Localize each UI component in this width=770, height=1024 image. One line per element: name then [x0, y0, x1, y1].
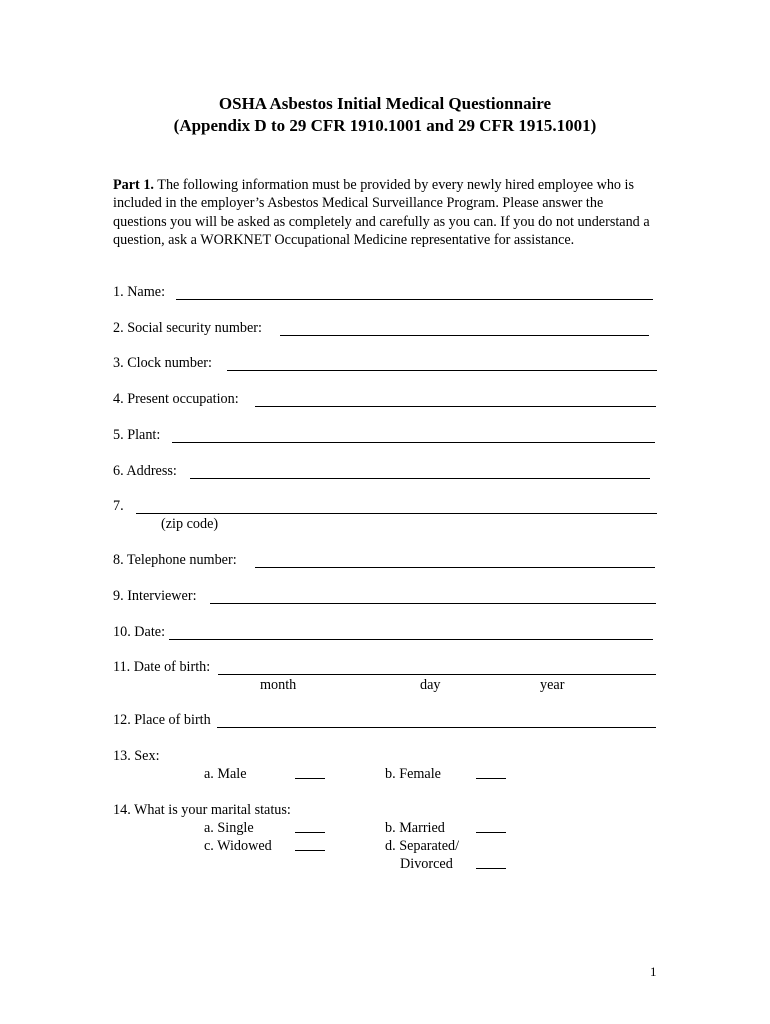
ssn-field[interactable]: [280, 335, 649, 336]
birthplace-field[interactable]: [217, 727, 656, 728]
address-line2-field[interactable]: [136, 513, 657, 514]
marital-single-blank[interactable]: [295, 820, 325, 838]
question-marital-status-label: 14. What is your marital status:: [113, 802, 291, 818]
zip-code-caption: (zip code): [161, 516, 219, 532]
question-occupation-label: 4. Present occupation:: [113, 391, 239, 407]
plant-field[interactable]: [172, 442, 655, 443]
question-name-label: 1. Name:: [113, 284, 166, 300]
question-birthplace-label: 12. Place of birth: [113, 712, 211, 728]
marital-married-blank[interactable]: [476, 820, 506, 838]
marital-single-option: a. Single: [204, 820, 254, 836]
address-field[interactable]: [190, 478, 650, 479]
sex-female-blank[interactable]: [476, 766, 506, 784]
question-date-label: 10. Date:: [113, 624, 166, 640]
intro-paragraph: [113, 176, 658, 249]
part-label: Part 1.: [113, 177, 154, 193]
question-interviewer-label: 9. Interviewer:: [113, 588, 197, 604]
sex-female-option: b. Female: [385, 766, 441, 782]
interviewer-field[interactable]: [210, 603, 656, 604]
marital-widowed-option: c. Widowed: [204, 838, 272, 854]
dob-field[interactable]: [218, 674, 656, 675]
occupation-field[interactable]: [255, 406, 656, 407]
marital-widowed-blank[interactable]: [295, 838, 325, 856]
question-clock-number-label: 3. Clock number:: [113, 355, 212, 371]
question-ssn-label: 2. Social security number:: [113, 320, 262, 336]
page-number: 1: [650, 964, 657, 979]
name-field[interactable]: [176, 299, 653, 300]
question-address-label: 6. Address:: [113, 463, 177, 479]
dob-year-caption: year: [540, 677, 565, 693]
dob-day-caption: day: [420, 677, 441, 693]
sex-male-option: a. Male: [204, 766, 247, 782]
question-address-line2-label: 7.: [113, 498, 124, 514]
marital-divorced-option: Divorced: [400, 856, 453, 872]
dob-month-caption: month: [260, 677, 297, 693]
question-sex-label: 13. Sex:: [113, 748, 160, 764]
date-field[interactable]: [169, 639, 653, 640]
question-telephone-label: 8. Telephone number:: [113, 552, 237, 568]
marital-married-option: b. Married: [385, 820, 445, 836]
document-subtitle: (Appendix D to 29 CFR 1910.1001 and 29 CFR 1915.1001): [173, 116, 597, 135]
marital-separated-divorced-blank[interactable]: [476, 856, 506, 874]
marital-separated-option: d. Separated/: [385, 838, 460, 854]
question-plant-label: 5. Plant:: [113, 427, 161, 443]
telephone-field[interactable]: [255, 567, 655, 568]
sex-male-blank[interactable]: [295, 766, 325, 784]
clock-number-field[interactable]: [227, 370, 657, 371]
intro-text: The following information must be provided by every newly hired employee who is included in the employer’s Asbestos Medical Surveillance Program. Please answer the questions you will be asked as completely and carefully as you can. If you do not understand a question, ask a WORKNET Occupational Medicine representative for assistance.: [113, 177, 650, 248]
question-dob-label: 11. Date of birth:: [113, 659, 211, 675]
document-title: OSHA Asbestos Initial Medical Questionnaire: [218, 94, 552, 113]
